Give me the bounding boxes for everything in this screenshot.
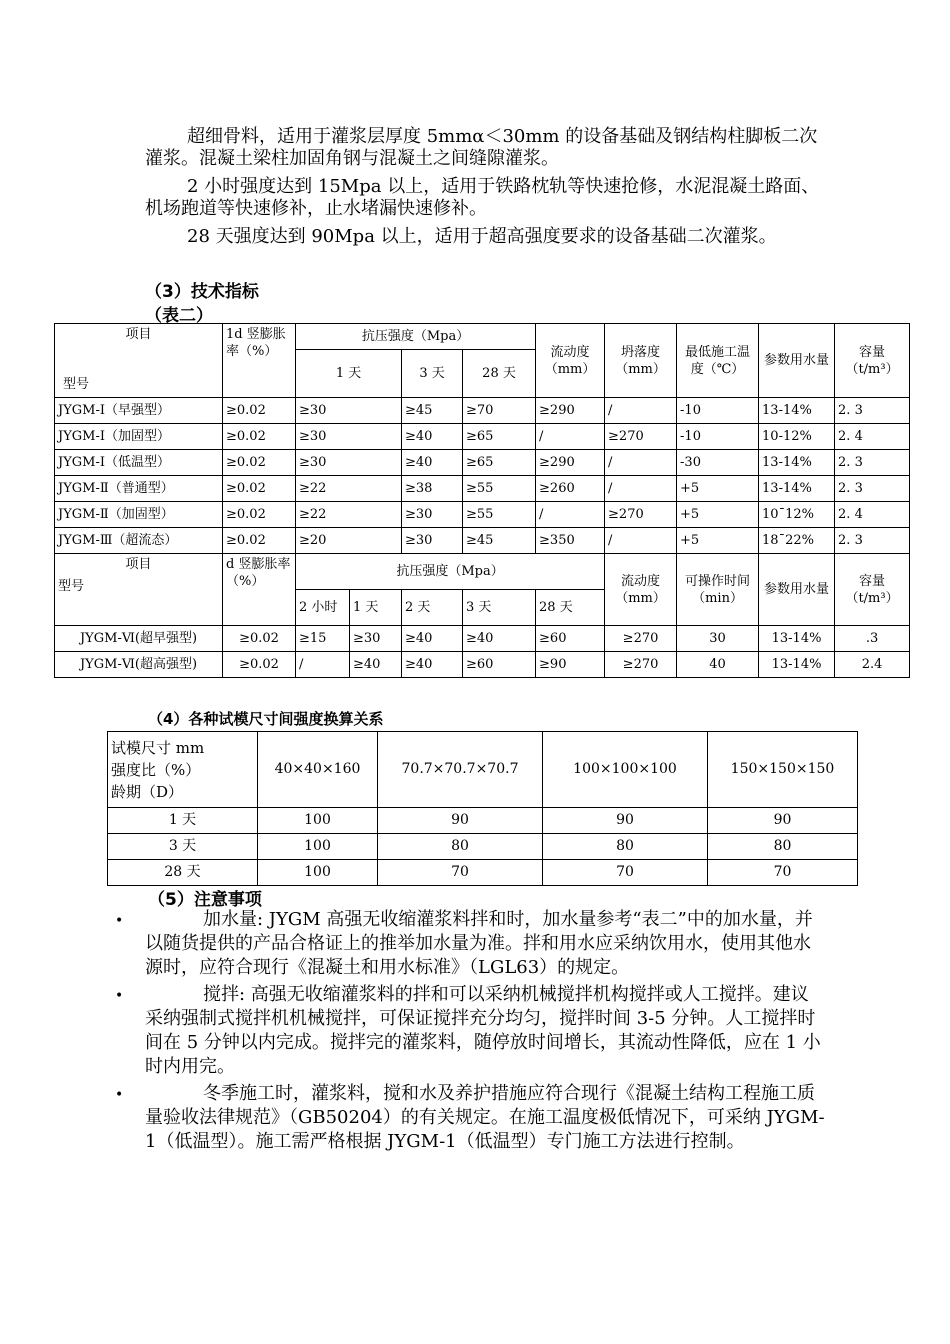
cell: 80: [543, 834, 708, 860]
header2-item-model: [55, 554, 223, 626]
bullet-icon: •: [115, 913, 124, 929]
cell: JYGM-Ⅱ（普通型）: [55, 476, 223, 502]
bullet-icon: •: [115, 988, 124, 1004]
header-size-70: 70.7×70.7×70.7: [378, 732, 543, 808]
header2-age-28d: 28 天: [536, 590, 605, 626]
cell: ≥40: [350, 652, 402, 678]
section-3-title: （3）技术指标: [145, 282, 259, 302]
cell: ≥290: [536, 398, 605, 424]
cell: JYGM-Ⅵ(超高强型): [55, 652, 223, 678]
cell: ≥0.02: [223, 450, 296, 476]
header-specimen-labels: [108, 732, 258, 808]
header-water: 参数用水量: [759, 324, 835, 398]
header2-compressive-strength: 抗压强度（Mpa）: [296, 554, 605, 590]
cell: 40: [677, 652, 759, 678]
cell: ≥45: [463, 528, 536, 554]
cell: ≥40: [402, 652, 463, 678]
cell: ≥290: [536, 450, 605, 476]
cell: ≥0.02: [223, 424, 296, 450]
cell: ≥55: [463, 502, 536, 528]
table-row: [55, 528, 910, 554]
cell: +5: [677, 502, 759, 528]
cell: +5: [677, 476, 759, 502]
note-text: 加水量: JYGM 高强无收缩灌浆料拌和时，加水量参考“表二”中的加水量，并以随货提供的产品合格证上的推举加水量为准。拌和用水应采纳饮用水，使用其他水源时，应符合现行《混凝土和用水标准》（LGL63）的规定。: [145, 909, 813, 978]
header-expansion: 1d 竖膨胀率（%）: [223, 324, 296, 398]
cell: JYGM-Ⅰ（加固型）: [55, 424, 223, 450]
header-day-1: 1 天: [296, 350, 402, 398]
header2-water: 参数用水量: [759, 554, 835, 626]
cell: 2.4: [835, 652, 910, 678]
cell: /: [605, 476, 677, 502]
header2-age-1d: 1 天: [350, 590, 402, 626]
table-row: [55, 398, 910, 424]
cell: 2. 3: [835, 398, 910, 424]
cell: ≥0.02: [223, 502, 296, 528]
intro-paragraph-1: 超细骨料，适用于灌浆层厚度 5mmα＜30mm 的设备基础及钢结构柱脚板二次灌浆。混凝土梁柱加固角钢与混凝土之间缝隙灌浆。: [145, 126, 818, 169]
cell: ≥15: [296, 626, 350, 652]
header-size-100: 100×100×100: [543, 732, 708, 808]
header-size-150: 150×150×150: [708, 732, 858, 808]
table-row: [55, 652, 910, 678]
cell: 80: [708, 834, 858, 860]
cell: 100: [258, 834, 378, 860]
header-day-3: 3 天: [402, 350, 463, 398]
header2-flow: 流动度（mm）: [605, 554, 677, 626]
header-slump: 坍落度（mm）: [605, 324, 677, 398]
header-item-label: 项目: [125, 327, 152, 342]
header-capacity: 容量（t/m³）: [835, 324, 910, 398]
cell: ≥40: [402, 626, 463, 652]
table-row: [108, 860, 858, 886]
cell: JYGM-Ⅰ（早强型）: [55, 398, 223, 424]
note-text: 搅拌: 高强无收缩灌浆料的拌和可以采纳机械搅拌机构搅拌或人工搅拌。建议采纳强制式搅拌机机械搅拌，可保证搅拌充分均匀，搅拌时间 3-5 分钟。人工搅拌时间在 5 分钟以内完成。搅拌完的灌浆料，随停放时间增长，其流动性降低，应在 1 小时内用完。: [145, 984, 821, 1077]
cell: /: [605, 398, 677, 424]
cell: JYGM-Ⅱ（加固型）: [55, 502, 223, 528]
cell: ≥30: [296, 424, 402, 450]
cell: 18¯22%: [759, 528, 835, 554]
cell: ≥30: [296, 450, 402, 476]
cell: /: [536, 502, 605, 528]
cell: -10: [677, 424, 759, 450]
table-row: [55, 626, 910, 652]
cell: +5: [677, 528, 759, 554]
cell: ≥90: [536, 652, 605, 678]
cell: 100: [258, 808, 378, 834]
cell: ≥40: [463, 626, 536, 652]
table-row: [108, 808, 858, 834]
cell: ≥22: [296, 502, 402, 528]
cell: 30: [677, 626, 759, 652]
cell: 100: [258, 860, 378, 886]
cell: ≥55: [463, 476, 536, 502]
cell: ≥30: [402, 528, 463, 554]
header-size-40: 40×40×160: [258, 732, 378, 808]
header2-capacity: 容量（t/m³）: [835, 554, 910, 626]
cell: ≥30: [402, 502, 463, 528]
header2-operable-time: 可操作时间（min）: [677, 554, 759, 626]
cell: 90: [543, 808, 708, 834]
cell: ≥22: [296, 476, 402, 502]
cell: ≥38: [402, 476, 463, 502]
cell: /: [296, 652, 350, 678]
cell: 2. 4: [835, 502, 910, 528]
cell: ≥350: [536, 528, 605, 554]
header-ratio-label: 强度比（%）: [111, 760, 201, 779]
cell: ≥30: [296, 398, 402, 424]
specimen-size-conversion-table: [107, 731, 858, 886]
cell: ≥60: [463, 652, 536, 678]
table-row: [55, 424, 910, 450]
cell: ≥40: [402, 424, 463, 450]
header-item-model: [55, 324, 223, 398]
section-4-title: （4）各种试模尺寸间强度换算关系: [148, 710, 384, 728]
cell: -30: [677, 450, 759, 476]
cell: ≥270: [605, 502, 677, 528]
cell: ≥270: [605, 626, 677, 652]
header2-age-3d: 3 天: [463, 590, 536, 626]
cell: -10: [677, 398, 759, 424]
cell: 2. 3: [835, 476, 910, 502]
cell: /: [536, 424, 605, 450]
cell: JYGM-Ⅰ（低温型）: [55, 450, 223, 476]
header-flow: 流动度（mm）: [536, 324, 605, 398]
header-age-label: 龄期（D）: [111, 782, 184, 801]
cell: 3 天: [108, 834, 258, 860]
cell: /: [605, 450, 677, 476]
cell: JYGM-Ⅵ(超早强型): [55, 626, 223, 652]
cell: 1 天: [108, 808, 258, 834]
table-row: [55, 450, 910, 476]
header2-item-label: 项目: [125, 557, 152, 572]
cell: ≥20: [296, 528, 402, 554]
note-text: 冬季施工时，灌浆料，搅和水及养护措施应符合现行《混凝土结构工程施工质量验收法律规范》（GB50204）的有关规定。在施工温度极低情况下，可采纳 JYGM-1（低温型）。施工需严格根据 JYGM-1（低温型）专门施工方法进行控制。: [145, 1083, 825, 1152]
cell: 28 天: [108, 860, 258, 886]
cell: 13-14%: [759, 652, 835, 678]
cell: ≥0.02: [223, 528, 296, 554]
cell: 70: [708, 860, 858, 886]
cell: 80: [378, 834, 543, 860]
technical-index-table: [54, 323, 910, 678]
list-item: [115, 1082, 825, 1154]
header-min-temperature: 最低施工温度（℃）: [677, 324, 759, 398]
cell: ≥70: [463, 398, 536, 424]
table-row: [55, 502, 910, 528]
cell: 90: [708, 808, 858, 834]
cell: 90: [378, 808, 543, 834]
cell: 70: [378, 860, 543, 886]
cell: 10-12%: [759, 424, 835, 450]
cell: ≥0.02: [223, 398, 296, 424]
cell: ≥260: [536, 476, 605, 502]
cell: ≥40: [402, 450, 463, 476]
cell: 10¯12%: [759, 502, 835, 528]
list-item: [115, 983, 825, 1079]
cell: /: [605, 528, 677, 554]
cell: ≥30: [350, 626, 402, 652]
list-item: [115, 908, 825, 980]
header-compressive-strength: 抗压强度（Mpa）: [296, 324, 536, 350]
cell: ≥0.02: [223, 476, 296, 502]
cell: 2. 4: [835, 424, 910, 450]
cell: ≥0.02: [223, 626, 296, 652]
cell: ≥45: [402, 398, 463, 424]
header-model-label: 型号: [63, 377, 90, 392]
notes-list: [115, 908, 825, 1155]
cell: 13-14%: [759, 626, 835, 652]
cell: 13-14%: [759, 476, 835, 502]
table-2-caption: （表二）: [145, 306, 213, 326]
cell: 70: [543, 860, 708, 886]
cell: 2. 3: [835, 450, 910, 476]
cell: .3: [835, 626, 910, 652]
table-row: [55, 476, 910, 502]
bullet-icon: •: [115, 1087, 124, 1103]
header-size-label: 试模尺寸 mm: [111, 738, 205, 757]
cell: 13-14%: [759, 398, 835, 424]
cell: JYGM-Ⅲ（超流态）: [55, 528, 223, 554]
table-row: [108, 834, 858, 860]
cell: 13-14%: [759, 450, 835, 476]
intro-paragraph-2: 2 小时强度达到 15Mpa 以上，适用于铁路枕轨等快速抢修，水泥混凝土路面、机场跑道等快速修补，止水堵漏快速修补。: [145, 176, 820, 219]
cell: ≥0.02: [223, 652, 296, 678]
header2-age-2d: 2 天: [402, 590, 463, 626]
cell: ≥270: [605, 424, 677, 450]
header2-expansion: d 竖膨胀率（%）: [223, 554, 296, 626]
header-day-28: 28 天: [463, 350, 536, 398]
cell: ≥270: [605, 652, 677, 678]
cell: ≥65: [463, 450, 536, 476]
cell: ≥65: [463, 424, 536, 450]
cell: 2. 3: [835, 528, 910, 554]
section-5-title: （5）注意事项: [148, 890, 262, 910]
header2-model-label: 型号: [58, 579, 85, 594]
intro-paragraph-3: 28 天强度达到 90Mpa 以上，适用于超高强度要求的设备基础二次灌浆。: [187, 226, 777, 247]
cell: ≥60: [536, 626, 605, 652]
header2-age-2h: 2 小时: [296, 590, 350, 626]
